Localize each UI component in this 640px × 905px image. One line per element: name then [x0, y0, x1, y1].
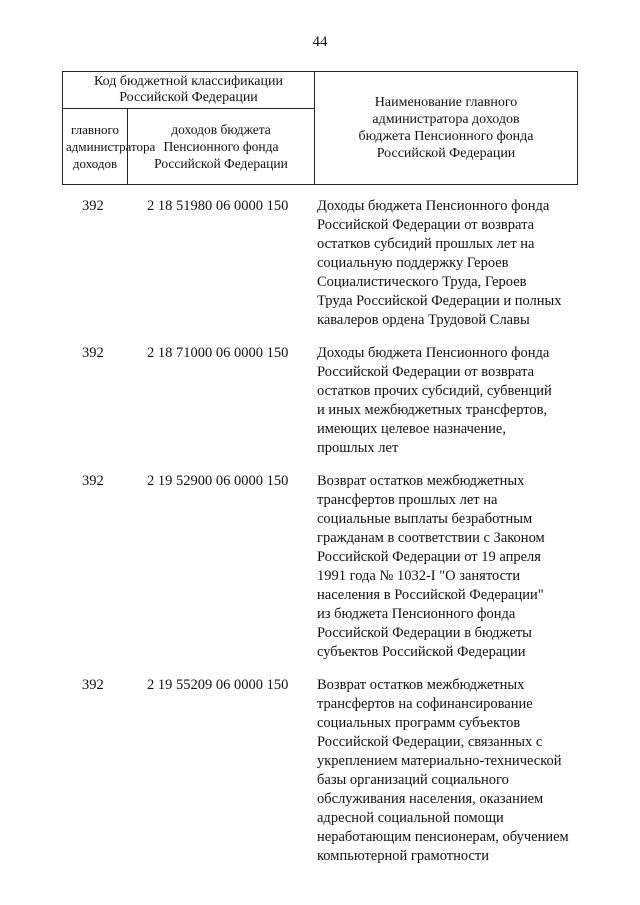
admin-code: 392: [82, 345, 104, 361]
income-code: 2 18 71000 06 0000 150: [147, 345, 289, 361]
income-name: Возврат остатков межбюджетных трансфертов прошлых лет на социальные выплаты безработным гражданам в соответствии с Законом Российской Федерации от 19 апреля 1991 года № 1032-I "О занятости населения в Российской Федерации" из бюджета Пенсионного фонда Российской Федерации в бюджеты субъектов Российской Федерации: [317, 473, 545, 660]
admin-code: 392: [82, 677, 104, 693]
table-header: [62, 71, 578, 185]
income-name: Доходы бюджета Пенсионного фонда Российской Федерации от возврата остатков прочих субсидий, субвенций и иных межбюджетных трансфертов, имеющих целевое назначение, прошлых лет: [317, 345, 552, 456]
header-classification-code-text: Код бюджетной классификации Российской Федерации: [94, 74, 283, 105]
header-name-column-text: Наименование главного администратора доходов бюджета Пенсионного фонда Российской Федерации: [358, 95, 534, 161]
header-code-block: [63, 72, 315, 184]
header-name-column: [315, 72, 577, 184]
admin-code: 392: [82, 198, 104, 214]
header-income-column: [128, 109, 314, 184]
income-name: Доходы бюджета Пенсионного фонда Российской Федерации от возврата остатков субсидий прошлых лет на социальную поддержку Героев Социалистического Труда, Героев Труда Российской Федерации и полных кавалеров ордена Трудовой Славы: [317, 198, 562, 328]
income-code: 2 18 51980 06 0000 150: [147, 198, 289, 214]
header-classification-code: [63, 72, 314, 109]
income-code: 2 19 55209 06 0000 150: [147, 677, 289, 693]
table-row: [0, 344, 640, 458]
header-admin-column: [63, 109, 156, 184]
income-name: Возврат остатков межбюджетных трансфертов на софинансирование социальных программ субъектов Российской Федерации, связанных с укреплением материально-технической базы организаций социального обслуживания населения, оказанием адресной социальной помощи неработающим пенсионерам, обучением компьютерной грамотности: [317, 677, 569, 864]
header-admin-column-text: главного администратора доходов: [66, 122, 156, 171]
header-income-column-text: доходов бюджета Пенсионного фонда Российской Федерации: [154, 122, 288, 171]
income-code: 2 19 52900 06 0000 150: [147, 473, 289, 489]
table-row: [0, 676, 640, 866]
table-row: [0, 472, 640, 662]
admin-code: 392: [82, 473, 104, 489]
page-number: 44: [312, 34, 328, 50]
table-row: [0, 197, 640, 330]
table-body: [0, 197, 640, 880]
